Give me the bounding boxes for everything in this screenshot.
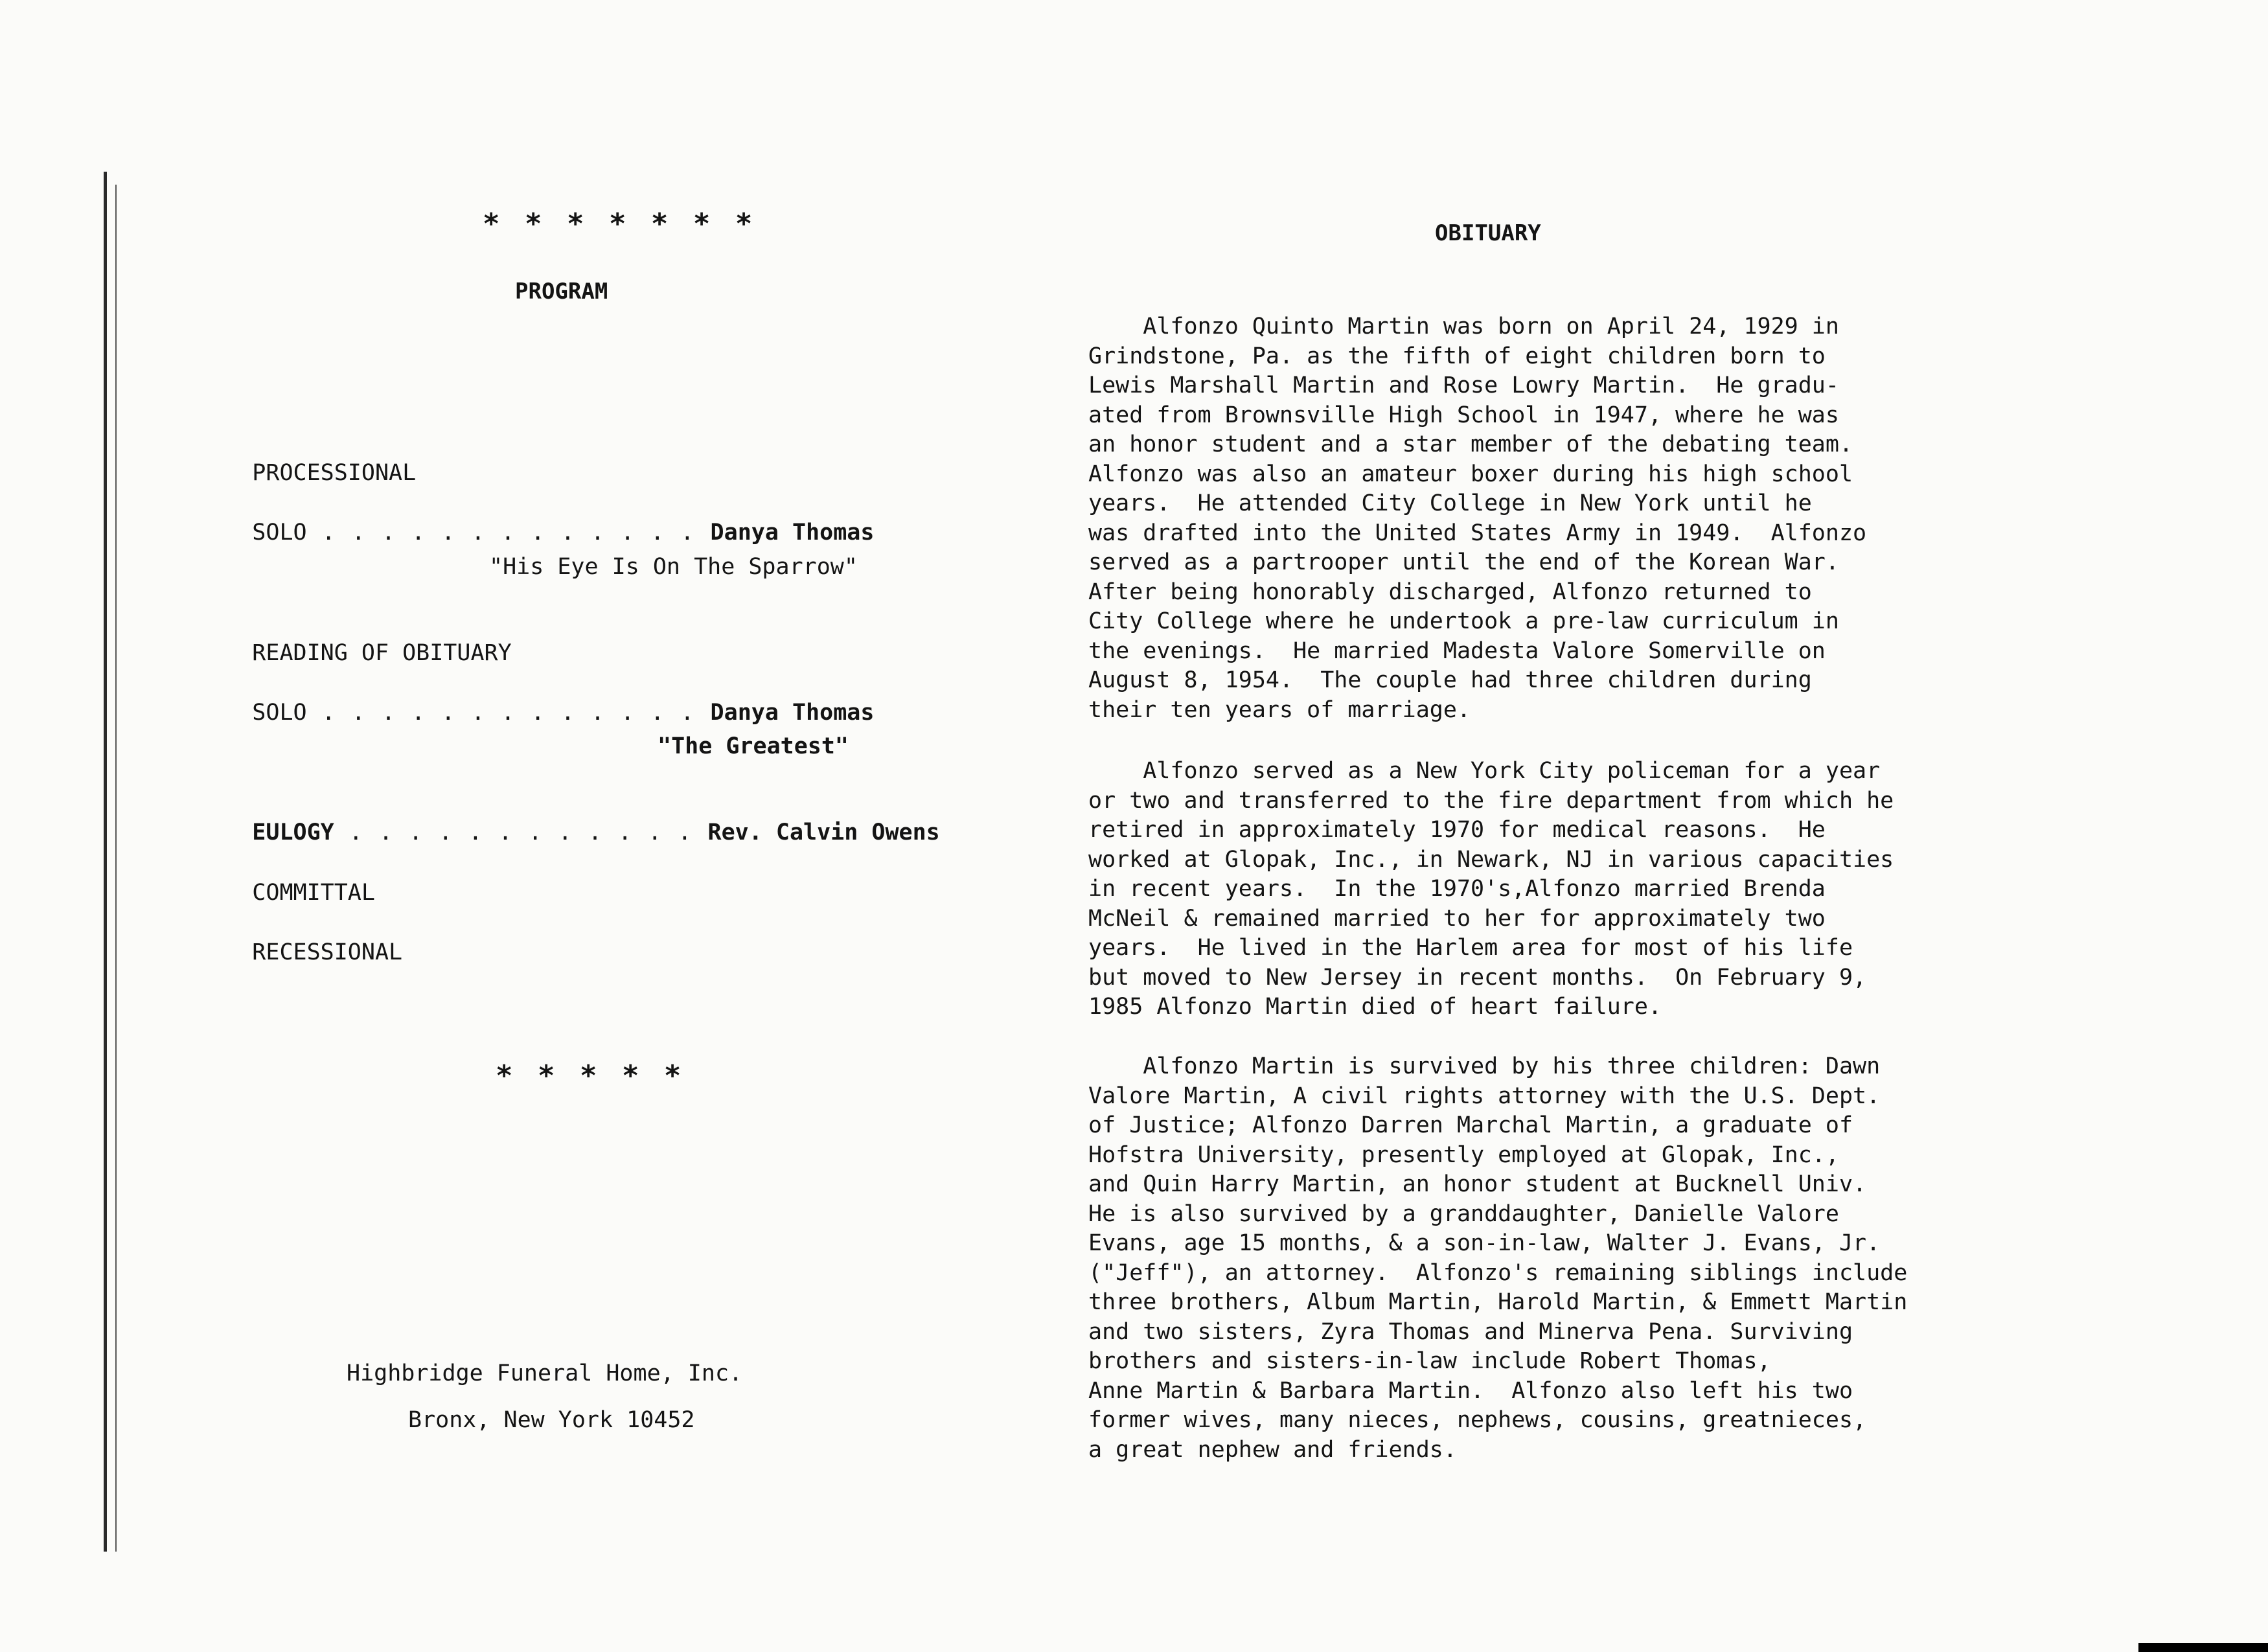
obituary-paragraph-1: Alfonzo Quinto Martin was born on April 24, 1929 in Grindstone, Pa. as the fifth of eight children born to Lewis Marshall Martin and Rose Lowry Martin. He gradu- ated from Brownsville High School in 1947, where he was an honor student and a star member of the debating team. Alfonzo was also an amateur boxer during his high school years. He attended City College in New York until he was drafted into the United States Army in 1949. Alfonzo served as a partrooper until the end of the Korean War. After being honorably discharged, Alfonzo returned to City College where he undertook a pre-law curriculum in the evenings. He married Madesta Valore Somerville on August 8, 1954. The couple had three children during their ten years of marriage. [1088,314,1867,723]
song-title-greatest: "The Greatest" [658,733,849,759]
obituary-paragraph-3: Alfonzo Martin is survived by his three children: Dawn Valore Martin, A civil rights attorney with the U.S. Dept. of Justice; Alfonzo Darren Marchal Martin, a graduate of Hofstra University, presently employed at Glopak, Inc., and Quin Harry Martin, an honor student at Bucknell Univ. He is also survived by a granddaughter, Danielle Valore Evans, age 15 months, & a son-in-law, Walter J. Evans, Jr. ("Jeff"), an attorney. Alfonzo's remaining siblings include three brothers, Album Martin, Harold Martin, & Emmett Martin and two sisters, Zyra Thomas and Minerva Pena. Surviving brothers and sisters-in-law include Robert Thomas, Anne Martin & Barbara Martin. Alfonzo also left his two former wives, many nieces, nephews, cousins, greatnieces, a great nephew and friends. [1088,1053,1908,1463]
obituary-title: OBITUARY [1435,220,1541,246]
program-item-label: COMMITTAL [252,880,375,906]
program-stars-bottom: * * * * * [496,1059,685,1092]
program-title: PROGRAM [515,279,608,304]
program-item-performer: Danya Thomas [710,700,875,726]
program-item-performer: Rev. Calvin Owens [707,820,940,845]
funeral-home-address: Bronx, New York 10452 [408,1407,695,1433]
funeral-home-name: Highbridge Funeral Home, Inc. [347,1360,743,1386]
program-item-label: RECESSIONAL [252,939,403,965]
program-leader-dots: . . . . . . . . . . . . . [306,700,711,726]
program-stars-top: * * * * * * * [483,207,757,240]
page-fold-shadow [115,185,117,1552]
program-item-recessional [198,913,402,991]
program-item-performer: Danya Thomas [710,520,875,545]
program-item-label: READING OF OBITUARY [252,640,512,666]
page-fold-line [104,172,107,1552]
program-item-label: PROCESSIONAL [252,460,417,486]
program-item-label: SOLO [252,520,307,545]
program-item-label: SOLO [252,700,307,726]
program-leader-dots: . . . . . . . . . . . . . [306,520,711,545]
song-title-sparrow: "His Eye Is On The Sparrow" [489,554,858,580]
program-leader-dots: . . . . . . . . . . . . [334,820,708,845]
obituary-paragraph-2: Alfonzo served as a New York City policeman for a year or two and transferred to the fire department from which he retired in approximately 1970 for medical reasons. He worked at Glopak, Inc., in Newark, NJ in various capacities in recent years. In the 1970's,Alfonzo married Brenda McNeil & remained married to her for approximately two years. He lived in the Harlem area for most of his life but moved to New Jersey in recent months. On February 9, 1985 Alfonzo Martin died of heart failure. [1088,758,1894,1020]
program-item-label: EULOGY [252,820,334,845]
scan-edge-bar [2138,1643,2268,1652]
